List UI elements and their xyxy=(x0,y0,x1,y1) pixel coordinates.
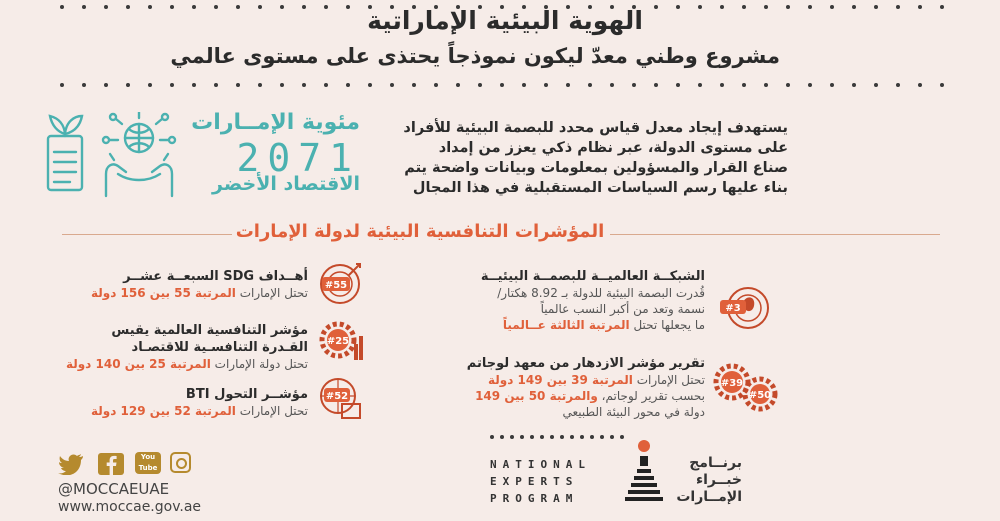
dot xyxy=(580,435,584,439)
indicator-legatum-prosperity xyxy=(440,355,705,420)
dot xyxy=(500,435,504,439)
instagram-icon[interactable] xyxy=(170,452,191,473)
dot xyxy=(590,435,594,439)
indicator-detail: نسمة وتعد من أكبر النسب عالمياً xyxy=(540,302,705,316)
dot xyxy=(918,5,922,9)
indicator-rank xyxy=(60,356,308,372)
rank-prefix: بحسب تقرير لوجاتم، xyxy=(597,389,705,403)
badge-label: #25 xyxy=(326,336,350,347)
dot xyxy=(60,83,64,87)
dot xyxy=(852,83,856,87)
dot xyxy=(192,5,196,9)
program-en-line3: PROGRAM xyxy=(490,492,579,505)
dot xyxy=(808,5,812,9)
dot xyxy=(236,83,240,87)
intro-line: صناع القرار والمسؤولين بمعلومات وبيانات واضحة يتم xyxy=(404,160,788,176)
dot xyxy=(302,83,306,87)
dot xyxy=(214,83,218,87)
badge-label: #52 xyxy=(325,391,349,402)
indicator-title: الشبكــة العالميــة للبصمــة البيئيــة xyxy=(480,269,705,284)
badge-label: #39 xyxy=(720,378,744,389)
rank-value: المرتبة 52 بين 129 دولة xyxy=(90,404,236,418)
dot xyxy=(588,83,592,87)
dot xyxy=(522,83,526,87)
dot xyxy=(786,5,790,9)
dot xyxy=(654,83,658,87)
indicator-title: أهــداف SDG السبعــة عشــر xyxy=(123,269,308,284)
dot xyxy=(170,83,174,87)
badge-label: #3 xyxy=(725,303,741,314)
indicator-ecological-footprint xyxy=(440,268,705,333)
dot xyxy=(764,83,768,87)
indicator-rank xyxy=(440,317,705,333)
dot xyxy=(570,435,574,439)
social-handle[interactable]: @MOCCAEUAE xyxy=(58,480,170,498)
indicator-bti xyxy=(60,386,308,419)
facebook-icon[interactable] xyxy=(98,453,124,475)
indicator-competitiveness xyxy=(60,322,308,372)
badge-label: #55 xyxy=(324,280,348,291)
dot xyxy=(874,5,878,9)
rank-value: المرتبة 39 بين 149 دولة xyxy=(487,373,633,387)
green-economy-icon xyxy=(44,112,194,198)
dot xyxy=(104,83,108,87)
rank-prefix: تحتل الإمارات xyxy=(632,373,705,387)
dot xyxy=(456,83,460,87)
website-link[interactable]: www.moccae.gov.ae xyxy=(58,499,202,515)
prosperity-badge-icon xyxy=(712,360,782,418)
dot xyxy=(632,83,636,87)
page-title: الهوية البيئية الإماراتية xyxy=(367,6,643,35)
rank-prefix: تحتل دولة الإمارات xyxy=(210,357,308,371)
dot xyxy=(346,83,350,87)
dot xyxy=(214,5,218,9)
dot xyxy=(874,83,878,87)
dot xyxy=(280,83,284,87)
dot xyxy=(742,83,746,87)
intro-paragraph xyxy=(370,118,788,198)
dotted-divider-bottom xyxy=(0,80,1000,90)
dot xyxy=(148,5,152,9)
dot xyxy=(852,5,856,9)
program-ar-line1: برنــامج xyxy=(689,455,742,471)
rank-prefix: ما يجعلها تحتل xyxy=(629,318,705,332)
rank-value: المرتبة الثالثة عــالمياً xyxy=(502,318,630,332)
indicator-rank xyxy=(440,388,705,404)
rank-value: والمرتبة 50 بين 149 xyxy=(475,389,598,403)
dot xyxy=(520,435,524,439)
dot xyxy=(550,435,554,439)
dot xyxy=(698,83,702,87)
heading-rule-left xyxy=(62,234,232,235)
indicator-title: مؤشر التنافسية العالمية يقيس xyxy=(111,323,308,338)
dot xyxy=(478,83,482,87)
rank-value: المرتبة 25 بين 140 دولة xyxy=(65,357,211,371)
dot xyxy=(60,5,64,9)
dot xyxy=(786,83,790,87)
dot xyxy=(530,435,534,439)
youtube-label: You Tube xyxy=(138,453,158,472)
indicator-title: مؤشــر التحول BTI xyxy=(185,387,308,402)
indicator-rank xyxy=(440,372,705,388)
dot xyxy=(560,435,564,439)
dot xyxy=(192,83,196,87)
indicator-title: تقرير مؤشر الازدهار من معهد لوجاتم xyxy=(466,356,705,371)
dot xyxy=(368,83,372,87)
centennial-year: 2071 xyxy=(236,136,360,180)
dot xyxy=(830,83,834,87)
dot xyxy=(490,435,494,439)
twitter-icon[interactable] xyxy=(58,453,84,475)
dot xyxy=(896,83,900,87)
dot xyxy=(940,5,944,9)
dot xyxy=(104,5,108,9)
dot xyxy=(896,5,900,9)
dot xyxy=(170,5,174,9)
program-en-line1: NATIONAL xyxy=(490,458,591,471)
centennial-title: مئوية الإمــارات xyxy=(191,110,360,135)
program-ar-line2: خبــراء xyxy=(695,472,742,488)
indicator-detail: قُدرت البصمة البيئية للدولة بـ 8.92 هكتار/ xyxy=(497,286,705,300)
dot xyxy=(540,435,544,439)
program-ar-line3: الإمــارات xyxy=(676,489,742,505)
dot xyxy=(82,83,86,87)
program-dots xyxy=(490,432,630,442)
dot xyxy=(390,83,394,87)
dot xyxy=(676,83,680,87)
indicator-sdg xyxy=(60,268,308,301)
indicator-detail: دولة في محور البيئة الطبيعي xyxy=(562,405,705,419)
dot xyxy=(610,435,614,439)
indicator-rank xyxy=(60,403,308,419)
intro-line: يستهدف إيجاد معدل قياس محدد للبصمة البيئية للأفراد xyxy=(403,120,788,136)
dot xyxy=(412,83,416,87)
heading-rule-right xyxy=(610,234,940,235)
program-en-line2: EXPERTS xyxy=(490,475,579,488)
youtube-icon[interactable] xyxy=(135,452,161,474)
rank-prefix: تحتل الإمارات xyxy=(235,404,308,418)
dot xyxy=(940,83,944,87)
program-tower-icon xyxy=(624,438,664,508)
dot xyxy=(720,83,724,87)
section-heading: المؤشرات التنافسية البيئية لدولة الإمارات xyxy=(235,221,605,242)
badge-label: #50 xyxy=(748,390,772,401)
indicator-title: القـدرة التنافسـية للاقتصـاد xyxy=(131,340,308,355)
dot xyxy=(82,5,86,9)
dot xyxy=(808,83,812,87)
dot xyxy=(126,5,130,9)
globe-bag-badge-icon xyxy=(318,376,364,422)
intro-line: بناء عليها رسم السياسات المستقبلية في هذا المجال xyxy=(412,180,788,196)
dot xyxy=(544,83,548,87)
rank-value: المرتبة 55 بين 156 دولة xyxy=(90,286,236,300)
dot xyxy=(434,83,438,87)
dot xyxy=(148,83,152,87)
dot xyxy=(510,435,514,439)
dot xyxy=(258,83,262,87)
dot xyxy=(324,83,328,87)
gear-chart-badge-icon xyxy=(318,318,364,364)
indicator-rank xyxy=(60,285,308,301)
rank-prefix: تحتل الإمارات xyxy=(235,286,308,300)
dot xyxy=(830,5,834,9)
dot xyxy=(610,83,614,87)
dot xyxy=(918,83,922,87)
dot xyxy=(126,83,130,87)
dot xyxy=(566,83,570,87)
page-subtitle: مشروع وطني معدّ ليكون نموذجاً يحتذى على مستوى عالمي xyxy=(170,44,780,68)
intro-line: على مستوى الدولة، عبر نظام ذكي يعزز من إمداد xyxy=(438,140,788,156)
dot xyxy=(500,83,504,87)
centennial-subtitle: الاقتصاد الأخضر xyxy=(212,173,360,195)
dot xyxy=(600,435,604,439)
footprint-badge-icon xyxy=(718,282,772,336)
target-badge-icon xyxy=(318,260,364,306)
